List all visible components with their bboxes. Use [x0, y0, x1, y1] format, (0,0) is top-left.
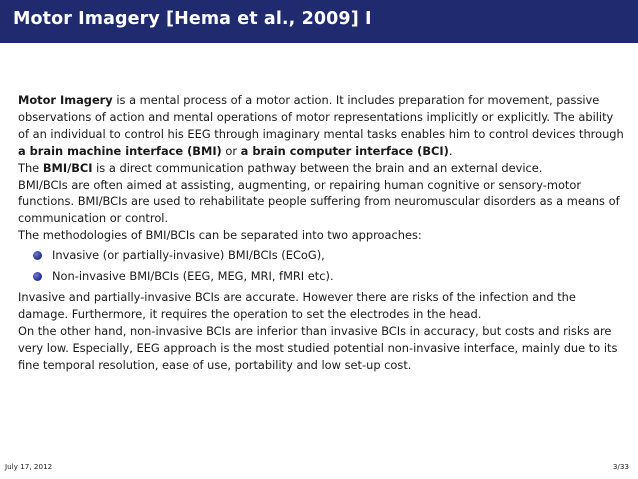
slide-body [18, 92, 626, 374]
paragraph-aims: BMI/BCIs are often aimed at assisting, augmenting, or repairing human cognitive or sensory-motor functions. BMI/BCIs are used to rehabilitate people suffering from neuromuscular disorders as a means of communication or control. [18, 177, 620, 226]
term-motor-imagery: Motor Imagery [18, 93, 113, 107]
paragraph-text: is a mental process of a motor action. It includes preparation for movement, passive observations of action and mental operations of motor representations implicitly or explicitly. The ability of an individual to control his EEG through imaginary mental tasks enables him to control devices through [18, 93, 624, 141]
term-bmi: a brain machine interface (BMI) [18, 143, 222, 158]
list-item [18, 268, 626, 285]
slide-footer [0, 462, 638, 476]
paragraph-non-invasive: On the other hand, non-invasive BCIs are inferior than invasive BCIs in accuracy, but costs and risks are very low. Especially, EEG approach is the most studied potential non-invasive interface, mainly due to its fine temporal resolution, ease of use, portability and low set-up cost. [18, 323, 618, 372]
term-bci: a brain computer interface (BCI) [240, 143, 449, 158]
footer-date: July 17, 2012 [5, 462, 53, 471]
term-bmi-bci: BMI/BCI [42, 160, 93, 175]
bullet-icon [33, 272, 42, 281]
paragraph-text: is a direct communication pathway between the brain and an external device. [92, 160, 543, 175]
slide-title-bar [0, 0, 638, 43]
paragraph-methodologies: The methodologies of BMI/BCIs can be separated into two approaches: [18, 228, 422, 243]
slide-title: Motor Imagery [Hema et al., 2009] I [13, 9, 372, 29]
paragraph-bmi-bci [18, 160, 626, 177]
paragraph-text: . [448, 143, 453, 158]
list-item-text: Invasive (or partially-invasive) BMI/BCIs (ECoG), [52, 248, 325, 263]
page-number: 3/33 [612, 462, 629, 471]
list-item [18, 247, 626, 264]
approaches-list [18, 247, 626, 285]
paragraph-text: or [221, 143, 241, 158]
paragraph-text: The [18, 160, 43, 175]
paragraph-invasive: Invasive and partially-invasive BCIs are accurate. However there are risks of the infection and the damage. Furthermore, it requires the operation to set the electrodes in the head. [18, 289, 576, 321]
bullet-icon [33, 251, 42, 260]
list-item-text: Non-invasive BMI/BCIs (EEG, MEG, MRI, fMRI etc). [52, 269, 334, 284]
paragraph-motor-imagery [18, 92, 626, 160]
